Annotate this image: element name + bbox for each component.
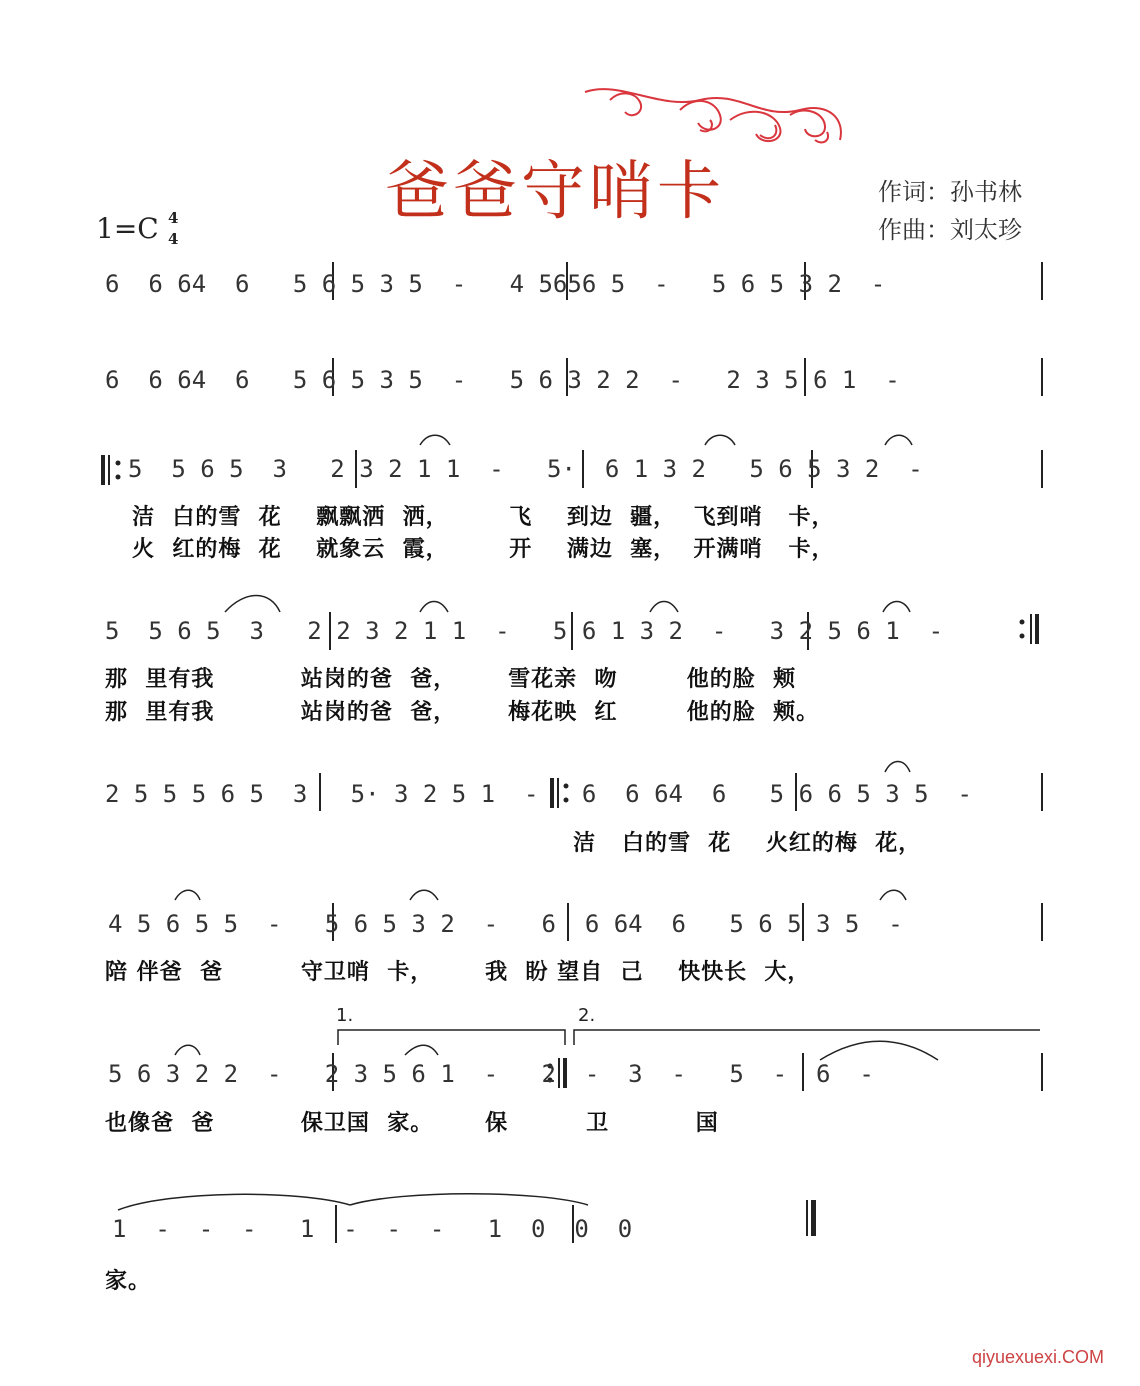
notation-row-3: 5 5 6 5 3 2 3 2 1 1 - 5· 6 1 3 2 5 6 5 3 2 - [128,455,923,483]
lyricist-credit: 作词：孙书林 [878,178,1022,206]
notation-row-4: 5 5 6 5 3 2 2 3 2 1 1 - 5 6 1 3 2 - 3 2 5 6 1 - [105,617,944,645]
barlines [320,262,1042,1243]
notation-row-5: 2 5 5 5 6 5 3 5· 3 2 5 1 - 6 6 64 6 5 6 6 5 3 5 - [105,780,972,808]
site-watermark: qiyuexuexi.COM [971,1347,1104,1367]
lyrics-row-4-verse-2: 那 里有我 站岗的爸 爸， 梅花映 红 他的脸 颊。 [105,700,820,725]
notation-row-2: 6 6 64 6 5 6 5 3 5 - 5 6 3 2 2 - 2 3 5 6 1 - [105,366,900,394]
composer-credit: 作曲：刘太珍 [878,216,1022,244]
lyrics-row-7: 也像爸 爸 保卫国 家。 保 卫 国 [105,1111,719,1136]
time-signature-top: 4 [168,209,179,227]
second-ending-bracket [574,1030,1040,1045]
second-ending-label: 2. [578,1005,596,1026]
tie-arc [350,1194,588,1205]
lyrics-row-3-verse-2: 火 红的梅 花 就象云 霞， 开 满边 塞， 开满哨 卡， [132,537,835,562]
lyrics-row-4-verse-1: 那 里有我 站岗的爸 爸， 雪花亲 吻 他的脸 颊 [105,667,797,692]
notation-row-1: 6 6 64 6 5 6 5 3 5 - 4 5656 5 - 5 6 5 3 2 - [105,270,886,298]
tie-arc [820,1041,938,1060]
key-signature: 1=C [96,212,159,245]
first-ending-label: 1. [336,1005,354,1026]
notation-row-6: 4 5 6 5 5 - 5 6 5 3 2 - 6 6 64 6 5 6 5 3 5 - [108,910,903,938]
time-signature [168,208,178,250]
first-ending-bracket [338,1030,565,1045]
song-title: 爸爸守哨卡 [385,155,725,229]
lyrics-row-5: 洁 白的雪 花 火红的梅 花， [573,831,922,856]
notation-row-7: 5 6 3 2 2 - 2 3 5 6 1 - 2 - 3 - 5 - 6 - [108,1060,874,1088]
lyrics-row-3-verse-1: 洁 白的雪 花 飘飘洒 洒， 飞 到边 疆， 飞到哨 卡， [132,505,835,530]
lyrics-row-8: 家。 [105,1269,152,1294]
notation-row-8: 1 - - - 1 - - - 1 0 0 0 [112,1215,633,1243]
tie-arc [118,1194,350,1210]
floral-ornament [585,89,841,142]
lyrics-row-6: 陪 伴爸 爸 守卫哨 卡， 我 盼 望自 己 快快长 大， [105,960,811,985]
time-signature-bottom: 4 [168,230,179,248]
